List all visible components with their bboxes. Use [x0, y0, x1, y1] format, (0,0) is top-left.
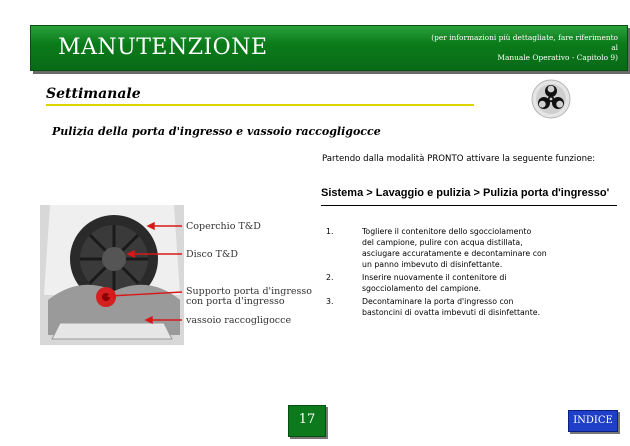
callout-support — [186, 287, 312, 307]
section-subtitle: Pulizia della porta d'ingresso e vassoio raccogligocce — [52, 125, 381, 138]
step-number: 1. — [326, 227, 334, 236]
step-text-line: sgocciolamento del campione. — [362, 284, 482, 293]
page-title: MANUTENZIONE — [58, 35, 268, 60]
callout-cover: Coperchio T&D — [186, 221, 261, 232]
step-text-line: bastoncini di ovatta imbevuti di disinfettante. — [362, 308, 541, 317]
callout-support-line-1: Supporto porta d'ingresso — [186, 286, 313, 297]
step-number: 3. — [326, 297, 334, 306]
step-text-line: Decontaminare la porta d'ingresso con — [362, 297, 514, 306]
header-note-line-1: (per informazioni più dettagliate, fare riferimento al — [431, 33, 618, 52]
header-note-line-2: Manuale Operativo - Capitolo 9) — [497, 53, 618, 62]
intro-text: Partendo dalla modalità PRONTO attivare la seguente funzione: — [322, 154, 596, 164]
menu-path: Sistema > Lavaggio e pulizia > Pulizia porta d'ingresso' — [321, 187, 610, 199]
step-text-line: Inserire nuovamente il contenitore di — [362, 273, 507, 282]
section-title: Settimanale — [46, 86, 141, 102]
step-text-line: del campione, pulire con acqua distillata, — [362, 238, 523, 247]
callout-support-line-2: con porta d'ingresso — [186, 296, 285, 307]
step-number: 2. — [326, 273, 334, 282]
step-text-line: un panno imbevuto di disinfettante. — [362, 260, 503, 269]
index-button[interactable]: INDICE — [568, 410, 618, 432]
step-text-line: Togliere il contenitore dello sgocciolamento — [362, 227, 532, 236]
callout-tray: vassoio raccogligocce — [186, 315, 292, 326]
step-text-line: asciugare accuratamente e decontaminare con — [362, 249, 547, 258]
callout-disc: Disco T&D — [186, 249, 238, 260]
page-number: 17 — [288, 405, 326, 437]
